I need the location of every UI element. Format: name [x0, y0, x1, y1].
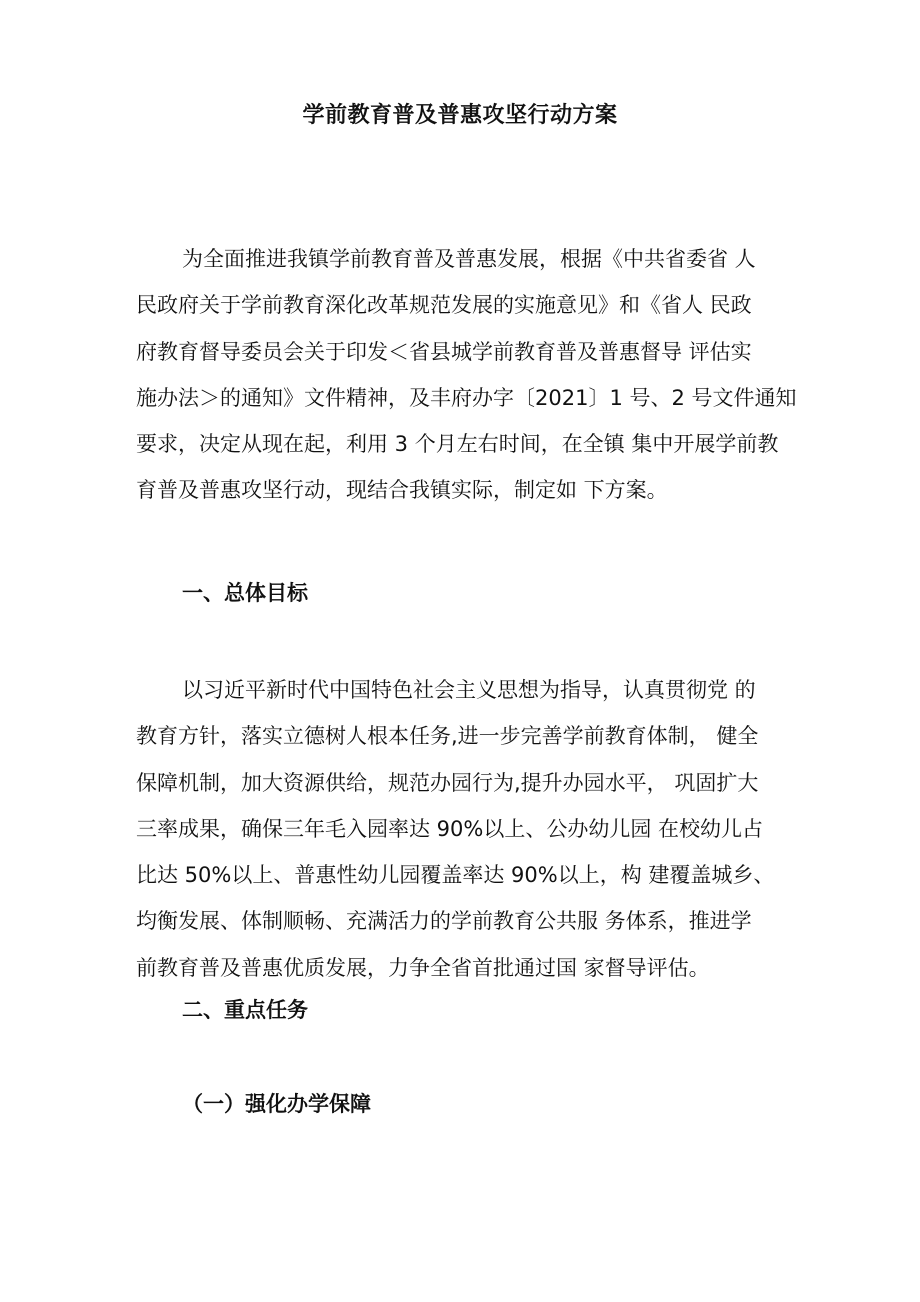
intro-line: 要求，决定从现在起，利用 3 个月左右时间，在全镇 集中开展学前教 [136, 432, 779, 457]
intro-line: 育普及普惠攻坚行动，现结合我镇实际，制定如 下方案。 [136, 478, 668, 503]
intro-line: 施办法＞的通知》文件精神，及丰府办字〔2021〕1 号、2 号文件通知 [136, 385, 797, 410]
goal-line: 比达 50%以上、普惠性幼儿园覆盖率达 90%以上，构 建覆盖城乡、 [136, 863, 775, 888]
intro-line: 府教育督导委员会关于印发＜省县城学前教育普及普惠督导 评估实 [136, 339, 752, 364]
intro-line: 为全面推进我镇学前教育普及普惠发展，根据《中共省委省 人 [182, 247, 756, 271]
goal-line: 教育方针，落实立德树人根本任务,进一步完善学前教育体制， 健全 [136, 724, 759, 749]
goal-paragraph [136, 667, 796, 991]
goal-line: 前教育普及普惠优质发展，力争全省首批通过国 家督导评估。 [136, 955, 710, 980]
intro-paragraph [136, 236, 796, 514]
goal-line: 以习近平新时代中国特色社会主义思想为指导，认真贯彻党 的 [182, 678, 756, 702]
section-heading-key-tasks: 二、重点任务 [182, 998, 308, 1022]
intro-line: 民政府关于学前教育深化改革规范发展的实施意见》和《省人 民政 [136, 293, 752, 318]
section-heading-overall-goal: 一、总体目标 [182, 581, 308, 605]
document-title: 学前教育普及普惠攻坚行动方案 [302, 103, 618, 128]
subsection-heading-school-support: （一）强化办学保障 [182, 1092, 371, 1116]
goal-line: 均衡发展、体制顺畅、充满活力的学前教育公共服 务体系，推进学 [136, 909, 752, 934]
goal-line: 三率成果，确保三年毛入园率达 90%以上、公办幼儿园 在校幼儿占 [136, 816, 764, 841]
goal-line: 保障机制，加大资源供给，规范办园行为,提升办园水平， 巩固扩大 [136, 770, 759, 795]
